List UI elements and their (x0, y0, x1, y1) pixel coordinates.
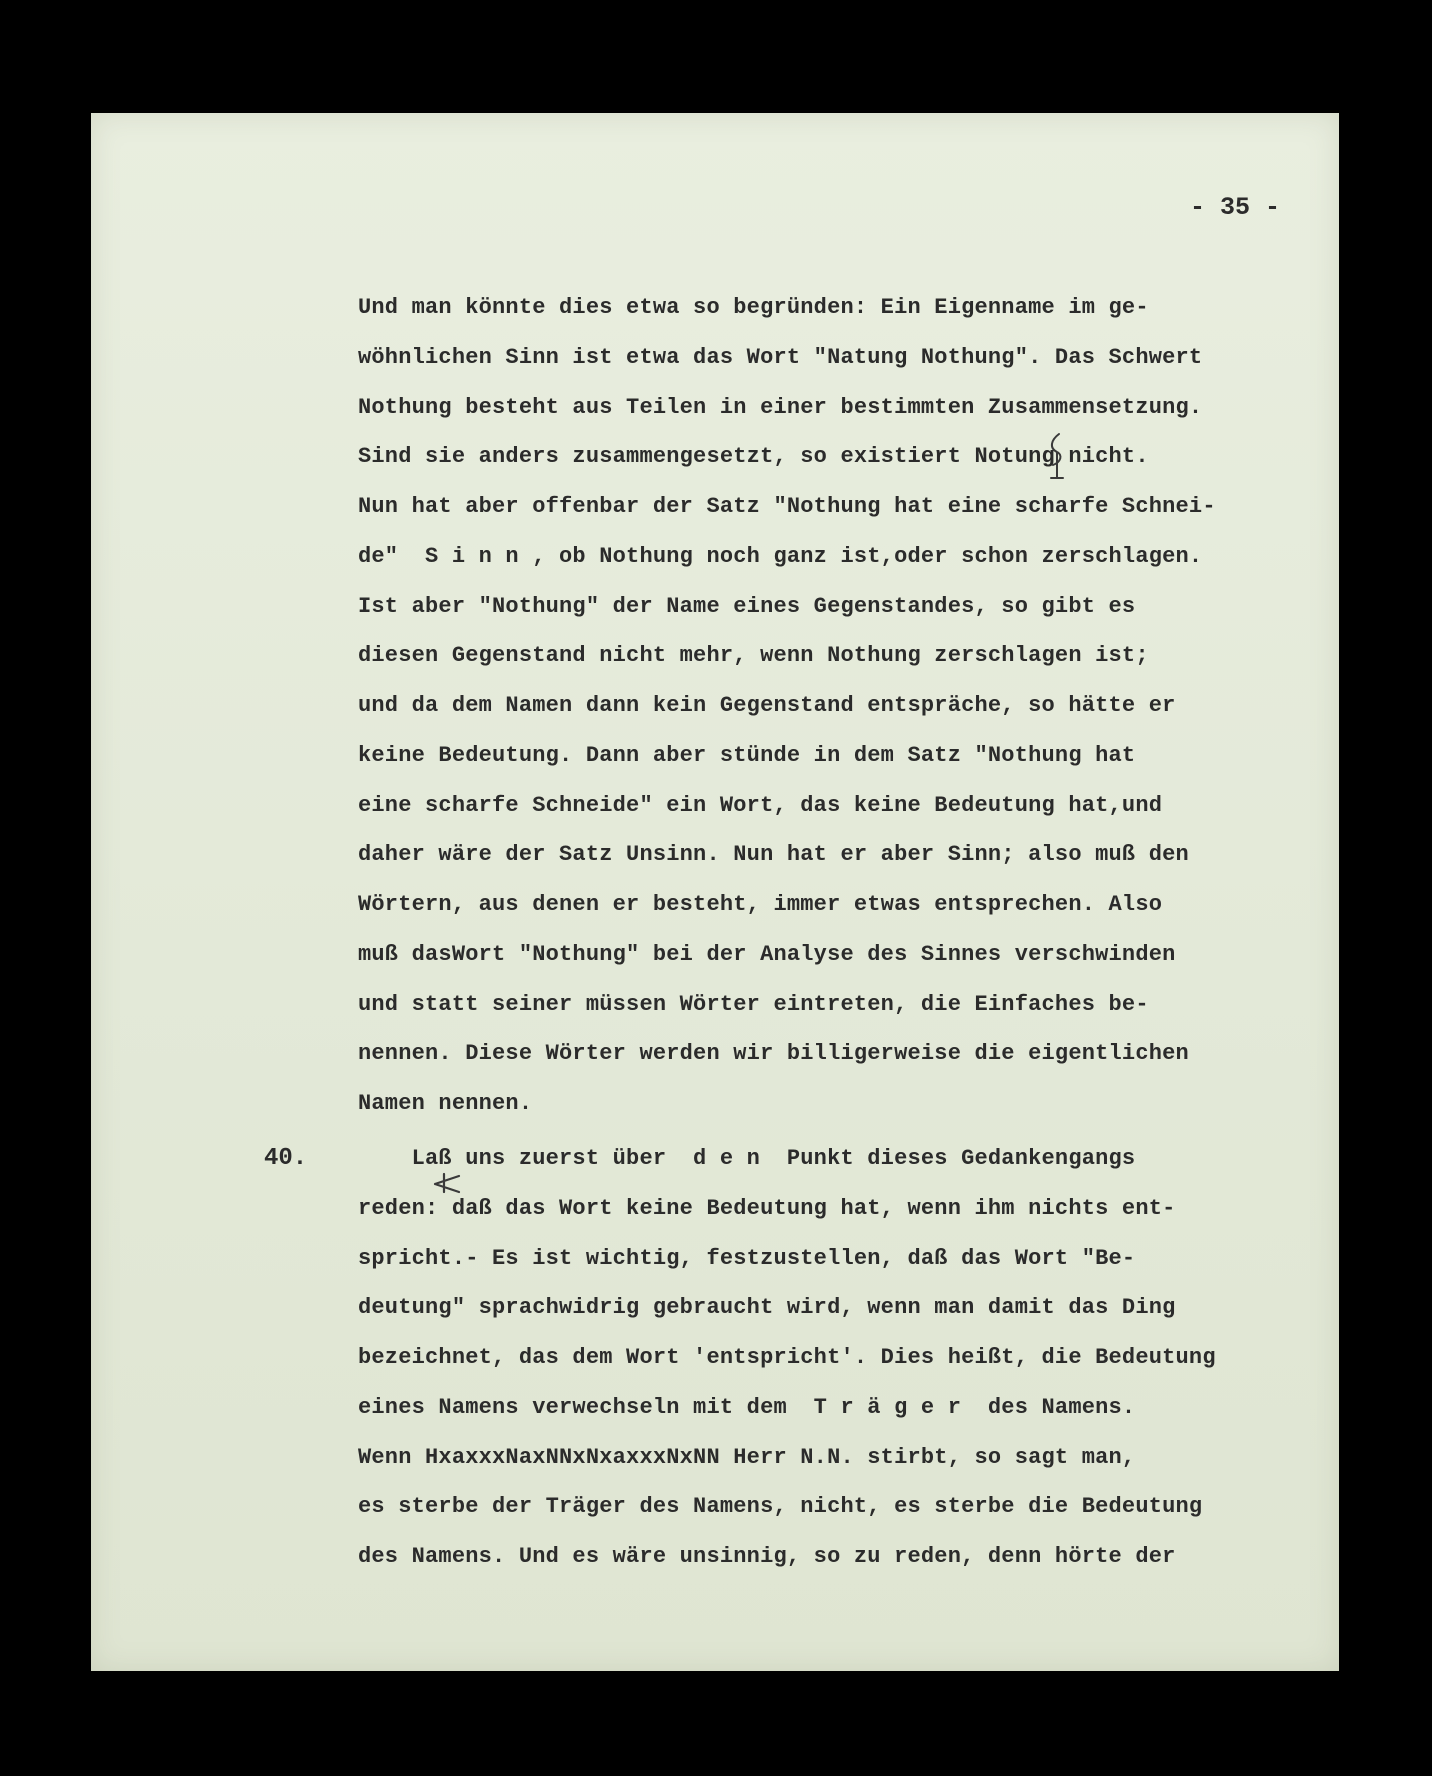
text-line: Ist aber "Nothung" der Name eines Gegenstandes, so gibt es (358, 593, 1136, 619)
text-line: nennen. Diese Wörter werden wir billigerweise die eigentlichen (358, 1041, 1189, 1067)
text-line: Wenn HxaxxxNaxNNxNxaxxxNxNN Herr N.N. stirbt, so sagt man, (358, 1444, 1136, 1470)
text-line: des Namens. Und es wäre unsinnig, so zu reden, denn hörte der (358, 1544, 1176, 1569)
text-line: Und man könnte dies etwa so begründen: Ein Eigenname im ge- (358, 295, 1149, 320)
text-line: Nun hat aber offenbar der Satz "Nothung hat eine scharfe Schnei- (358, 494, 1216, 519)
text-line: wöhnlichen Sinn ist etwa das Wort "Natung Nothung". Das Schwert (358, 344, 1203, 370)
text-line: und da dem Namen dann kein Gegenstand entspräche, so hätte er (358, 693, 1176, 718)
paragraph-1 (358, 283, 1216, 1129)
page-number: - 35 - (1190, 193, 1281, 222)
text-line: Sind sie anders zusammengesetzt, so existiert Notung nicht. (358, 444, 1149, 470)
text-line: Nothung besteht aus Teilen in einer bestimmten Zusammensetzung. (358, 394, 1203, 420)
text-line: und statt seiner müssen Wörter eintreten, die Einfaches be- (358, 991, 1149, 1017)
text-line: de" S i n n , ob Nothung noch ganz ist,oder schon zerschlagen. (358, 543, 1203, 569)
text-line: Namen nennen. (358, 1091, 533, 1116)
text-line: daher wäre der Satz Unsinn. Nun hat er aber Sinn; also muß den (358, 842, 1189, 868)
handwritten-insertion-mark (432, 1172, 462, 1194)
text-line: diesen Gegenstand nicht mehr, wenn Nothung zerschlagen ist; (358, 643, 1149, 669)
text-line: eines Namens verwechseln mit dem T r ä g e r des Namens. (358, 1394, 1136, 1420)
text-line: Wörtern, aus denen er besteht, immer etwas entsprechen. Also (358, 892, 1163, 917)
handwritten-correction-mark (1045, 432, 1069, 484)
text-line: bezeichnet, das dem Wort 'entspricht'. Dies heißt, die Bedeutung (358, 1345, 1216, 1370)
text-line: deutung" sprachwidrig gebraucht wird, wenn man damit das Ding (358, 1295, 1176, 1321)
paragraph-2 (358, 1134, 1216, 1582)
text-line: Laß uns zuerst über d e n Punkt dieses Gedankengangs (358, 1146, 1136, 1171)
text-line: eine scharfe Schneide" ein Wort, das keine Bedeutung hat,und (358, 792, 1163, 818)
text-line: es sterbe der Träger des Namens, nicht, es sterbe die Bedeutung (358, 1494, 1203, 1520)
text-line: spricht.- Es ist wichtig, festzustellen, daß das Wort "Be- (358, 1245, 1136, 1271)
text-line: muß dasWort "Nothung" bei der Analyse des Sinnes verschwinden (358, 941, 1176, 967)
section-number: 40. (264, 1145, 308, 1172)
text-line: reden: daß das Wort keine Bedeutung hat, wenn ihm nichts ent- (358, 1195, 1176, 1221)
text-line: keine Bedeutung. Dann aber stünde in dem Satz "Nothung hat (358, 742, 1136, 768)
